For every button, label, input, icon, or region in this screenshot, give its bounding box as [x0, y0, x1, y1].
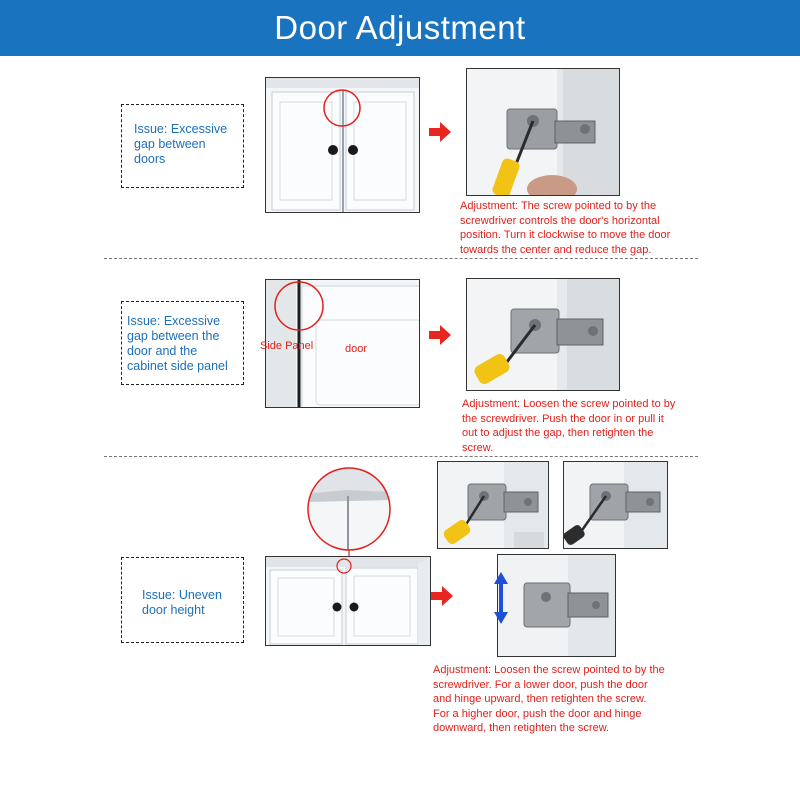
adjustment-text-2: Adjustment: Loosen the screw pointed to by the screwdriver. Push the door in or pull it out to adjust the gap, then retighten the screw. — [462, 398, 676, 454]
door-label: door — [345, 343, 368, 355]
side-panel-label: Side Panel — [260, 340, 314, 352]
issue-text-3: Issue: Uneven door height — [142, 588, 222, 617]
red-right-arrow-icon — [429, 122, 451, 142]
section-divider-2 — [104, 456, 698, 457]
issue-text-2: Issue: Excessive gap between the door and the cabinet side panel — [127, 314, 228, 373]
section-divider-1 — [104, 258, 698, 259]
adjustment-text-3: Adjustment: Loosen the screw pointed to by the screwdriver. For a lower door, push the door and hinge upward, then retighten the screw. For a higher door, push the door and hinge downward, then retighten the screw. — [433, 664, 665, 734]
hinge-photo-2 — [466, 278, 620, 391]
adjustment-text-1: Adjustment: The screw pointed to by the screwdriver controls the door's horizontal position. Turn it clockwise to move the door towards the center and reduce the gap. — [460, 200, 671, 256]
page-title: Door Adjustment — [274, 9, 526, 46]
cabinet-photo-3 — [265, 556, 431, 646]
issue-text-1: Issue: Excessive gap between doors — [134, 122, 228, 166]
red-right-arrow-icon — [429, 325, 451, 345]
hinge-photo-1 — [466, 68, 620, 196]
cabinet-photo-1 — [265, 77, 420, 213]
hinge-photo-3c — [497, 554, 616, 657]
hinge-photo-3a — [437, 461, 549, 549]
title-banner — [0, 0, 800, 56]
blue-up-down-arrow-icon — [494, 572, 508, 624]
hinge-photo-3b — [563, 461, 668, 549]
red-right-arrow-icon — [431, 586, 453, 606]
